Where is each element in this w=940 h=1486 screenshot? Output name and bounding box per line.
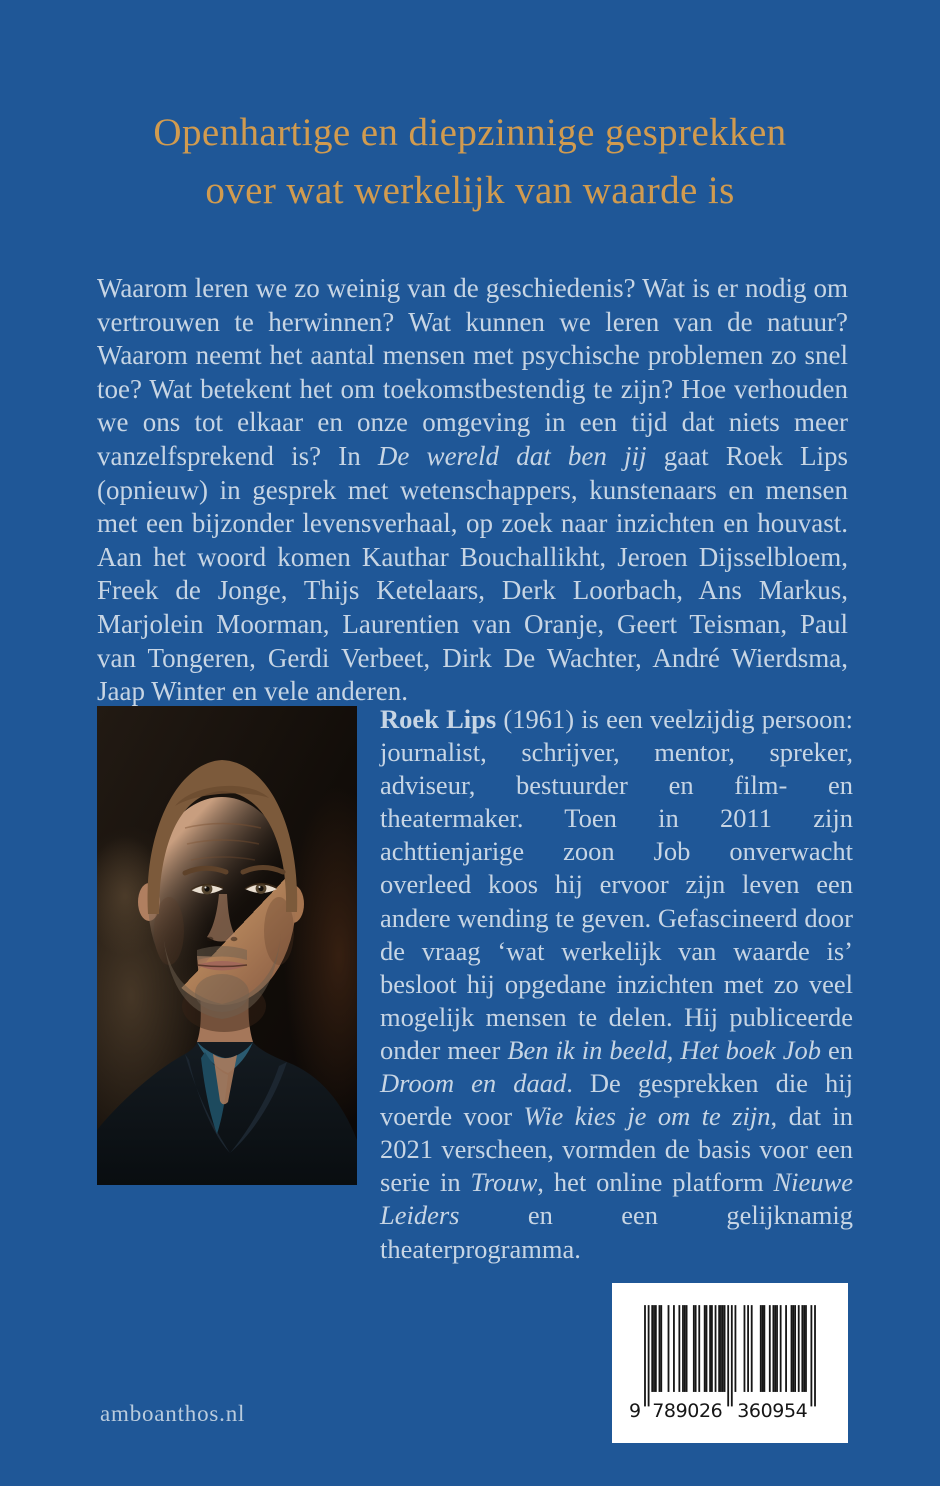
barcode-digits-right: 360954 — [737, 1400, 808, 1423]
cover-heading — [0, 104, 940, 220]
barcode-svg — [626, 1303, 834, 1423]
barcode-bars — [644, 1305, 816, 1406]
bio-paragraph: Roek Lips (1961) is een veelzijdig persoon: journalist, schrijver, mentor, spreker, adviseur, bestuurder en film- en theatermaker. Toen in 2011 zijn achttienjarige zoon Job onverwacht overleed koos hij ervoor zijn leven een andere wending te geven. Gefascineerd door de vraag ‘wat werkelijk van waarde is’ besloot hij opgedane inzichten met zo veel mogelijk mensen te delen. Hij publiceerde onder meer Ben ik in beeld, Het boek Job en Droom en daad. De gesprekken die hij voerde voor Wie kies je om te zijn, dat in 2021 verscheen, vormden de basis voor een serie in Trouw, het online platform Nieuwe Leiders en een gelijknamig theaterprogramma. — [380, 704, 853, 1264]
heading-line-2: over wat werkelijk van waarde is — [205, 169, 735, 212]
author-portrait-illustration — [97, 706, 357, 1185]
barcode-panel — [612, 1283, 848, 1443]
publisher-url: amboanthos.nl — [100, 1401, 246, 1426]
barcode-digit-first: 9 — [628, 1400, 642, 1423]
portrait-chin-stubble — [195, 974, 249, 1012]
blurb-paragraph: Waarom leren we zo weinig van de geschiedenis? Wat is er nodig om vertrouwen te herwinnen? Wat kunnen we leren van de natuur? Waarom neemt het aantal mensen met psychische problemen zo snel toe? Wat betekent het om toekomstbestendig te zijn? Hoe verhouden we ons tot elkaar en onze omgeving in een tijd dat niets meer vanzelfsprekend is? In De wereld dat ben jij gaat Roek Lips (opnieuw) in gesprek met wetenschappers, kunstenaars en mensen met een bijzonder levensverhaal, op zoek naar inzichten en houvast. Aan het woord komen Kauthar Bouchallikht, Jeroen Dijsselbloem, Freek de Jonge, Thijs Ketelaars, Derk Loorbach, Ans Markus, Marjolein Moorman, Laurentien van Oranje, Geert Teisman, Paul van Tongeren, Gerdi Verbeet, Dirk De Wachter, André Wierdsma, Jaap Winter en vele anderen. — [97, 273, 848, 707]
heading-line-1: Openhartige en diepzinnige gesprekken — [153, 111, 787, 154]
author-photo — [97, 706, 357, 1185]
barcode-digits-left: 789026 — [652, 1400, 723, 1423]
